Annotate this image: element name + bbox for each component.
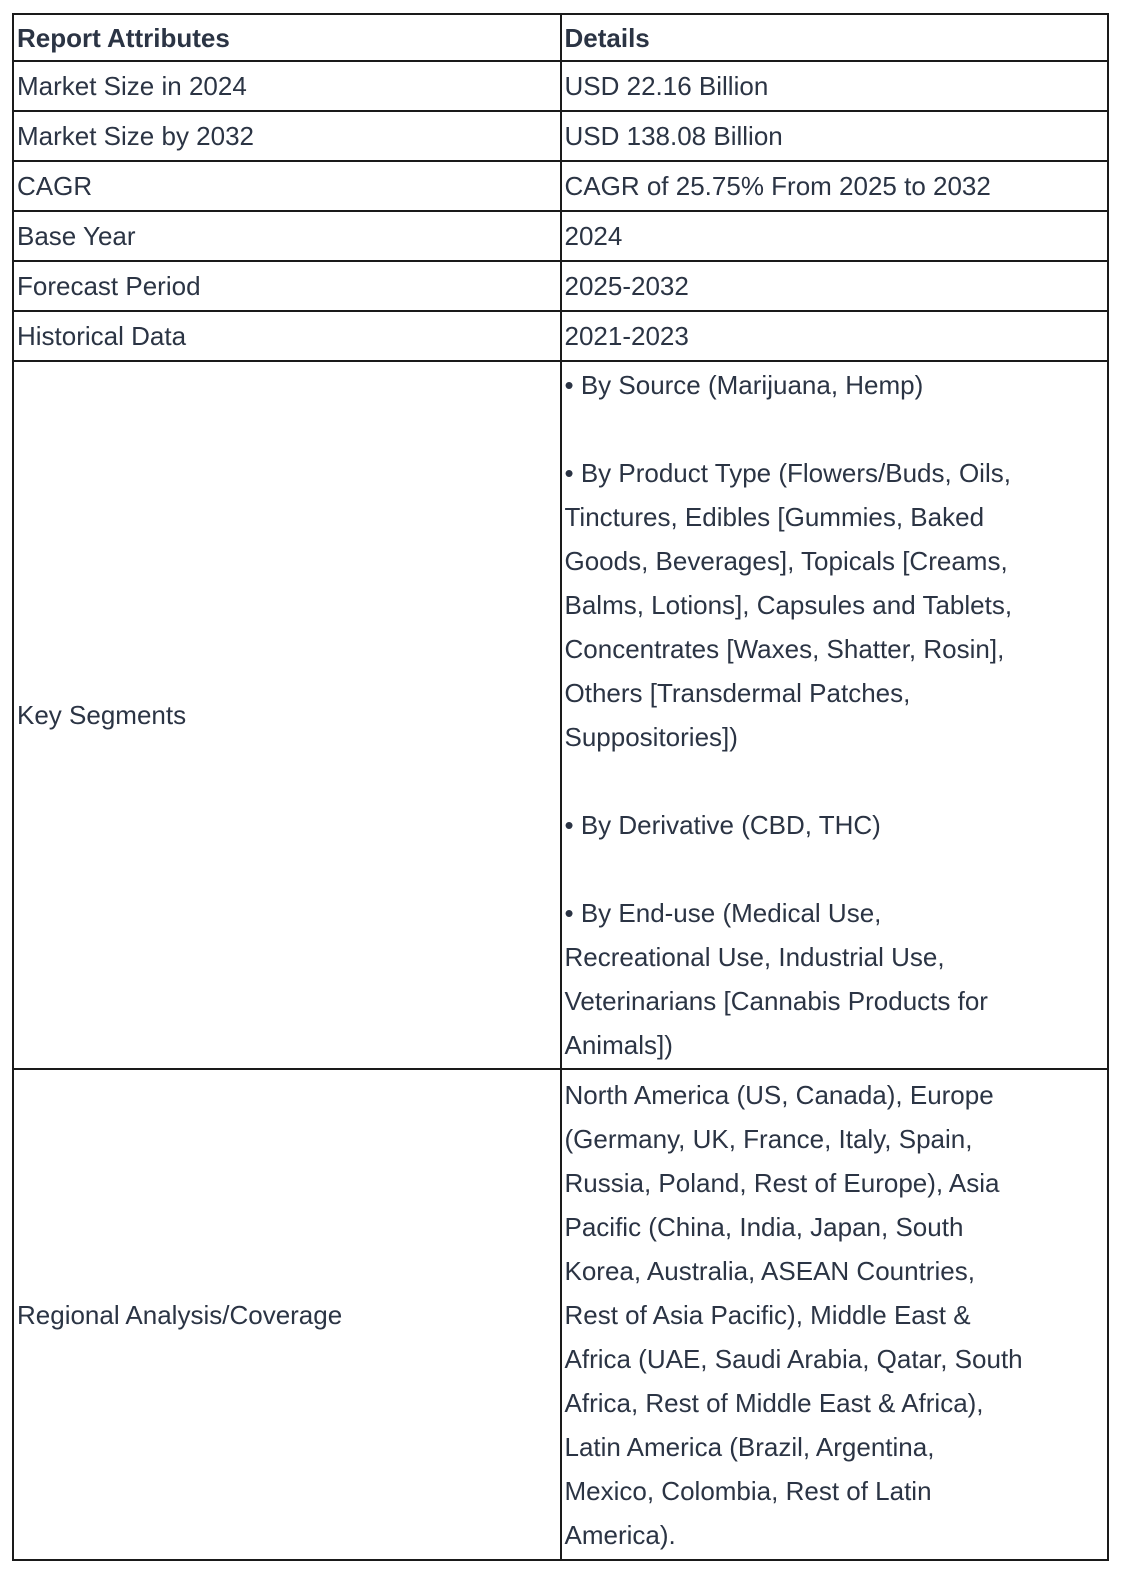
attribute-cell: Regional Analysis/Coverage (13, 1069, 561, 1560)
details-cell: 2024 (561, 211, 1109, 261)
table-row (13, 161, 1108, 211)
header-report-attributes: Report Attributes (13, 14, 561, 61)
table-row (13, 111, 1108, 161)
attribute-cell: Market Size by 2032 (13, 111, 561, 161)
details-cell: USD 22.16 Billion (561, 61, 1109, 111)
details-cell: USD 138.08 Billion (561, 111, 1109, 161)
table-header-row (13, 14, 1108, 61)
attribute-cell: CAGR (13, 161, 561, 211)
regional-coverage-text: North America (US, Canada), Europe (Germany, UK, France, Italy, Spain, Russia, Poland, Rest of Europe), Asia Pacific (China, India, Japan, South Korea, Australia, ASEAN Countries, Rest of Asia Pacific), Middle East & Africa (UAE, Saudi Arabia, Qatar, South Africa, Rest of Middle East & Africa), Latin America (Brazil, Argentina, Mexico, Colombia, Rest of Latin America). (564, 1079, 1023, 1550)
details-cell (561, 1069, 1109, 1560)
attribute-cell: Forecast Period (13, 261, 561, 311)
table-row (13, 1069, 1108, 1560)
header-details: Details (561, 14, 1109, 61)
table-row (13, 361, 1108, 1069)
details-cell (561, 361, 1109, 1069)
key-segments-text: • By Source (Marijuana, Hemp) • By Product Type (Flowers/Buds, Oils, Tinctures, Edibles [Gummies, Baked Goods, Beverages], Topicals [Creams, Balms, Lotions], Capsules and Tablets, Concentrates [Waxes, Shatter, Rosin], Others [Transdermal Patches, Suppositories]) • By Derivative (CBD, THC) • By End-use (Medical Use, Recreational Use, Industrial Use, Veterinarians [Cannabis Products for Animals]) (564, 370, 1013, 1060)
attribute-cell: Market Size in 2024 (13, 61, 561, 111)
table-row (13, 311, 1108, 361)
attribute-cell: Base Year (13, 211, 561, 261)
report-attributes-table (12, 13, 1109, 1561)
table-row (13, 61, 1108, 111)
table-row (13, 261, 1108, 311)
table-row (13, 211, 1108, 261)
attribute-cell: Historical Data (13, 311, 561, 361)
details-cell: 2025-2032 (561, 261, 1109, 311)
details-cell: 2021-2023 (561, 311, 1109, 361)
attribute-cell: Key Segments (13, 361, 561, 1069)
details-cell: CAGR of 25.75% From 2025 to 2032 (561, 161, 1109, 211)
